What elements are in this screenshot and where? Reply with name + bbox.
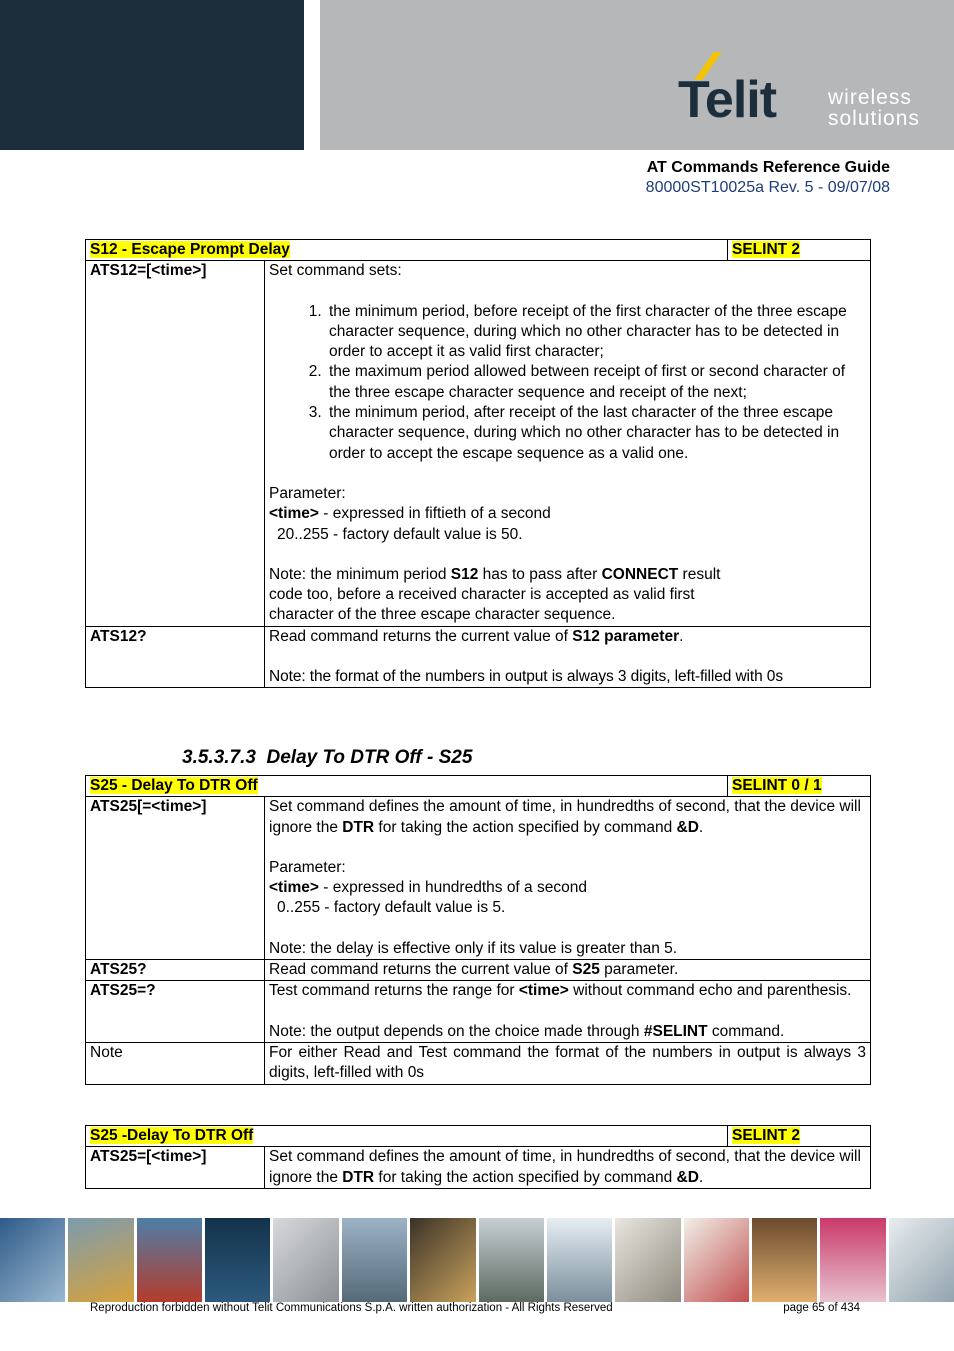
s25-command-table-selint01 (85, 775, 871, 1085)
command-description (265, 626, 871, 688)
table-row (86, 797, 871, 960)
note-line: Note: the delay is effective only if its value is greater than 5. (269, 939, 678, 957)
command-name: ATS25? (86, 960, 265, 981)
footer-photo (752, 1218, 817, 1302)
footer-photo (615, 1218, 680, 1302)
telit-logo (678, 52, 938, 132)
selint-badge: SELINT 2 (732, 241, 801, 258)
table-row (86, 960, 871, 981)
command-name: ATS25=[<time>] (86, 1147, 265, 1189)
parameter-range: 0..255 - factory default value is 5. (277, 899, 506, 917)
note-line: Note: the minimum period S12 has to pass after CONNECT result (269, 565, 721, 583)
footer-copyright: Reproduction forbidden without Telit Communications S.p.A. written authorization - All Rights Reserved (90, 1302, 613, 1314)
footer (90, 1302, 860, 1314)
command-description: Read command returns the current value of S25 parameter. (265, 960, 871, 981)
note-line: Note: the format of the numbers in output is always 3 digits, left-filled with 0s (269, 668, 783, 686)
command-description (265, 797, 871, 960)
command-name: ATS25=? (86, 981, 265, 1043)
command-name: ATS12=[<time>] (86, 261, 265, 626)
table-title: S25 - Delay To DTR Off (90, 777, 258, 794)
footer-photo (342, 1218, 407, 1302)
footer-photo (0, 1218, 65, 1302)
note-line: code too, before a received character is accepted as valid first (269, 586, 695, 604)
footer-image-strip (0, 1218, 954, 1302)
table-row (86, 1042, 871, 1084)
table-title-row (86, 776, 871, 797)
command-description (265, 261, 871, 626)
footer-photo (684, 1218, 749, 1302)
footer-photo (68, 1218, 133, 1302)
command-name: Note (86, 1042, 265, 1084)
parameter-range: 20..255 - factory default value is 50. (277, 525, 523, 543)
parameter-line: <time> - expressed in hundredths of a second (269, 879, 587, 897)
s12-command-table (85, 239, 871, 688)
footer-photo (205, 1218, 270, 1302)
parameter-name: <time> (269, 505, 319, 523)
numbered-list (269, 302, 866, 464)
list-item: 1. the minimum period, before receipt of the first character of the three escape character sequence, during which no other character has to be detected in order to accept it as valid first character; (326, 302, 866, 363)
note-line: character of the three escape character sequence. (269, 606, 616, 624)
selint-badge: SELINT 2 (732, 1127, 801, 1144)
table-row (86, 626, 871, 688)
section-title: Delay To DTR Off - S25 (266, 747, 473, 768)
selint-badge: SELINT 0 / 1 (732, 777, 822, 794)
parameter-label: Parameter: (269, 484, 346, 502)
page-number: page 65 of 434 (783, 1302, 860, 1314)
command-description: For either Read and Test command the format of the numbers in output is always 3 digits, left-filled with 0s (265, 1042, 871, 1084)
table-title: S25 -Delay To DTR Off (90, 1127, 254, 1144)
note-line: Note: the output depends on the choice made through #SELINT command. (269, 1022, 785, 1040)
s25-command-table-selint2 (85, 1125, 871, 1189)
set-description: Set command defines the amount of time, in hundredths of second, that the device will ignore the DTR for taking the action specified by command &D. (269, 798, 861, 836)
header-dark-panel (0, 0, 304, 150)
list-item: 3. the minimum period, after receipt of the last character of the three escape character sequence, during which no other character has to be detected in order to accept the escape sequence as a valid one. (326, 403, 866, 464)
logo-tagline-1: wireless (828, 86, 912, 109)
command-description (265, 981, 871, 1043)
table-row (86, 981, 871, 1043)
footer-photo (479, 1218, 544, 1302)
parameter-line (269, 504, 866, 524)
logo-brand: Telit (678, 71, 777, 129)
footer-photo (547, 1218, 612, 1302)
document-title: AT Commands Reference Guide (646, 159, 890, 176)
section-number: 3.5.3.7.3 (182, 747, 256, 768)
description-intro: Set command sets: (269, 262, 402, 280)
table-row (86, 1147, 871, 1189)
footer-photo (820, 1218, 885, 1302)
footer-photo (137, 1218, 202, 1302)
document-revision: 80000ST10025a Rev. 5 - 09/07/08 (645, 179, 890, 196)
command-name: ATS25[=<time>] (86, 797, 265, 960)
command-description: Set command defines the amount of time, in hundredths of second, that the device will ignore the DTR for taking the action specified by command &D. (265, 1147, 871, 1189)
footer-photo (410, 1218, 475, 1302)
command-name: ATS12? (86, 626, 265, 688)
table-title-row (86, 1126, 871, 1147)
parameter-label: Parameter: (269, 858, 346, 876)
table-row (86, 261, 871, 626)
logo-tagline-2: solutions (828, 107, 920, 130)
footer-photo (889, 1218, 954, 1302)
table-title-row (86, 240, 871, 261)
test-description: Test command returns the range for <time> without command echo and parenthesis. (269, 982, 852, 1000)
footer-photo (273, 1218, 338, 1302)
list-item: 2. the maximum period allowed between receipt of first or second character of the three escape character sequence and receipt of the next; (326, 362, 866, 403)
read-description: Read command returns the current value of S12 parameter. (269, 627, 684, 645)
parameter-desc: - expressed in fiftieth of a second (318, 505, 551, 523)
table-title: S12 - Escape Prompt Delay (90, 241, 290, 258)
section-heading (182, 747, 472, 769)
